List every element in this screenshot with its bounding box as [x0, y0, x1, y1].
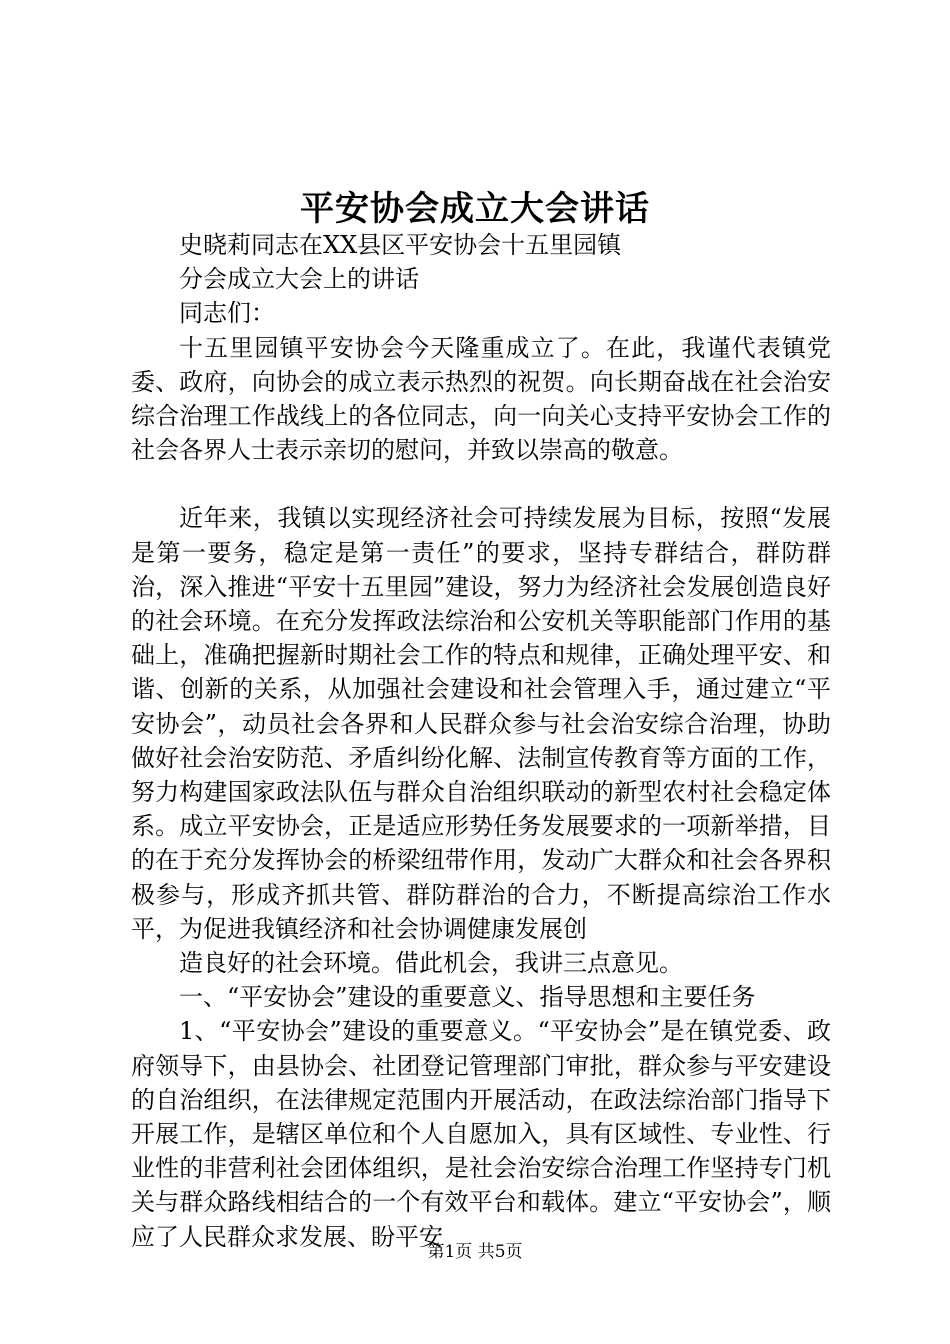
- paragraph-2: 近年来，我镇以实现经济社会可持续发展为目标，按照“发展是第一要务，稳定是第一责任”的要求，坚持专群结合，群防群治，深入推进“平安十五里园”建设，努力为经济社会发展创造良好的社会环境。在充分发挥政法综治和公安机关等职能部门作用的基础上，准确把握新时期社会工作的特点和规律，正确处理平安、和谐、创新的关系，从加强社会建设和社会管理入手，通过建立“平安协会”，动员社会各界和人民群众参与社会治安综合治理，协助做好社会治安防范、矛盾纠纷化解、法制宣传教育等方面的工作，努力构建国家政法队伍与群众自治组织联动的新型农村社会稳定体系。成立平安协会，正是适应形势任务发展要求的一项新举措，目的在于充分发挥协会的桥梁纽带作用，发动广大群众和社会各界积极参与，形成齐抓共管、群防群治的合力，不断提高综治工作水平，为促进我镇经济和社会协调健康发展创: [131, 504, 831, 943]
- document-body: [131, 228, 831, 1254]
- page-footer: 第1页 共5页: [427, 1242, 523, 1262]
- subtitle-line-2: 分会成立大会上的讲话: [179, 265, 419, 294]
- paragraph-3: 造良好的社会环境。借此机会，我讲三点意见。: [179, 949, 683, 978]
- paragraph-spacer: [131, 467, 831, 501]
- section-heading-1: 一、“平安协会”建设的重要意义、指导思想和主要任务: [179, 983, 756, 1012]
- salutation: 同志们：: [179, 299, 275, 328]
- paragraph-1: 十五里园镇平安协会今天隆重成立了。在此，我谨代表镇党委、政府，向协会的成立表示热烈的祝贺。向长期奋战在社会治安综合治理工作战线上的各位同志，向一向关心支持平安协会工作的社会各界人士表示亲切的慰问，并致以崇高的敬意。: [131, 333, 831, 465]
- paragraph-4: 1、“平安协会”建设的重要意义。“平安协会”是在镇党委、政府领导下，由县协会、社团登记管理部门审批，群众参与平安建设的自治组织，在法律规定范围内开展活动，在政法综治部门指导下开展工作，是辖区单位和个人自愿加入，具有区域性、专业性、行业性的非营利社会团体组织，是社会治安综合治理工作坚持专门机关与群众路线相结合的一个有效平台和载体。建立“平安协会”，顺应了人民群众求发展、盼平安: [131, 1017, 831, 1251]
- subtitle-line-1: 史晓莉同志在XX县区平安协会十五里园镇: [179, 231, 622, 259]
- document-title: 平安协会成立大会讲话: [300, 189, 650, 229]
